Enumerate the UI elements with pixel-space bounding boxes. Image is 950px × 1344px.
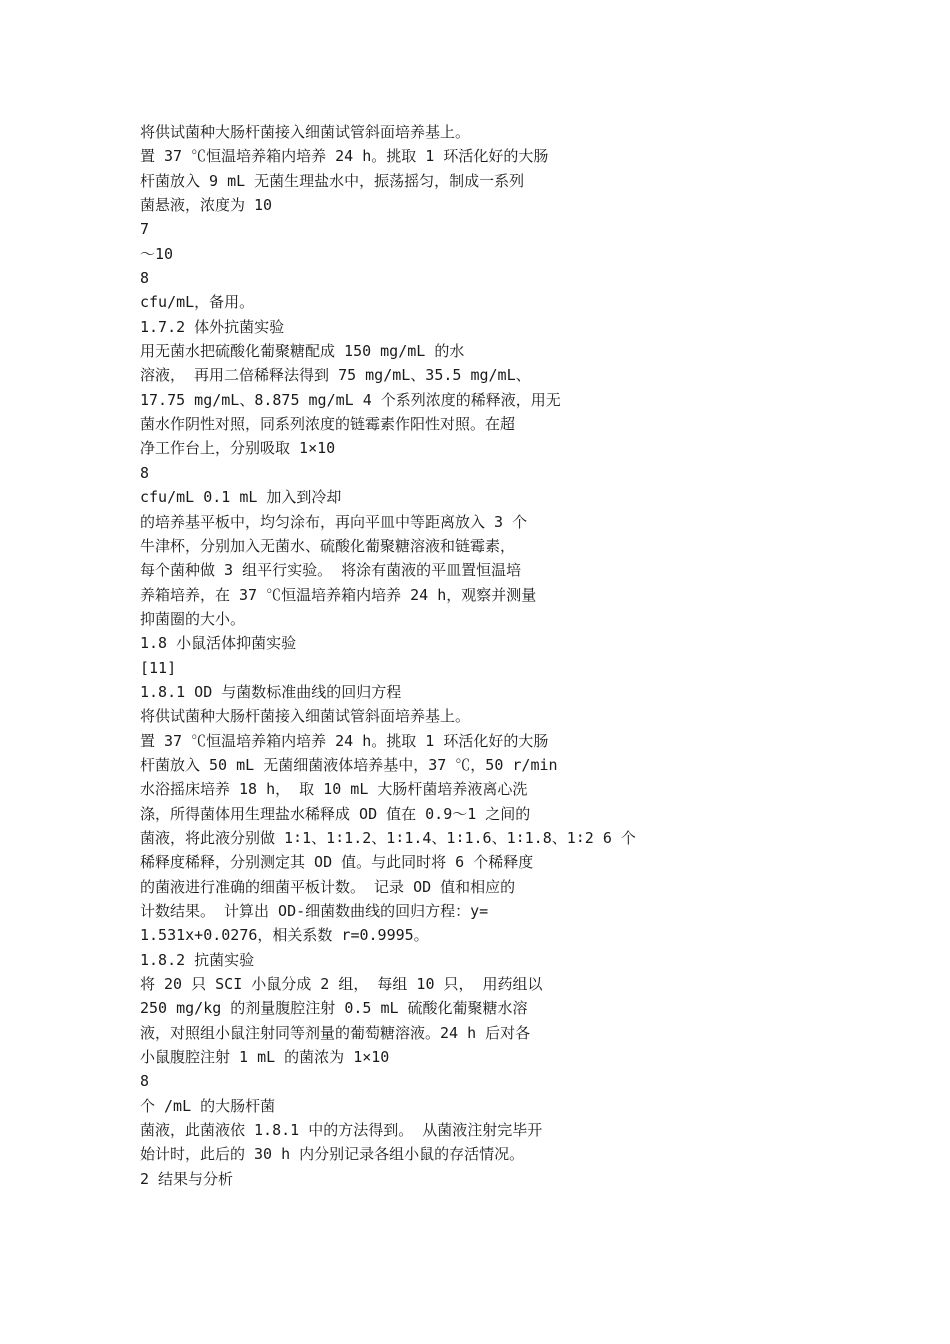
text-line: 水浴摇床培养 18 h， 取 10 mL 大肠杆菌培养液离心洗 — [140, 780, 528, 799]
text-line: 17.75 mg/mL、8.875 mg/mL 4 个系列浓度的稀释液，用无 — [140, 390, 561, 409]
superscript-exponent: 7 — [140, 220, 150, 239]
text-line: 用无菌水把硫酸化葡聚糖配成 150 mg/mL 的水 — [140, 342, 465, 361]
text-line: 菌水作阴性对照，同系列浓度的链霉素作阳性对照。在超 — [140, 415, 516, 434]
superscript-exponent: 8 — [140, 269, 150, 288]
text-line: 置 37 ℃恒温培养箱内培养 24 h。挑取 1 环活化好的大肠 — [140, 731, 549, 750]
text-line: 净工作台上，分别吸取 1×10 — [140, 439, 336, 458]
text-line: 养箱培养，在 37 ℃恒温培养箱内培养 24 h，观察并测量 — [140, 585, 537, 604]
text-line: 液，对照组小鼠注射同等剂量的葡萄糖溶液。24 h 后对各 — [140, 1023, 531, 1042]
text-line: 菌悬液，浓度为 10 — [140, 196, 273, 215]
text-line: 将 20 只 SCI 小鼠分成 2 组， 每组 10 只， 用药组以 — [140, 975, 543, 994]
text-line: 稀释度稀释，分别测定其 OD 值。与此同时将 6 个稀释度 — [140, 853, 534, 872]
superscript-exponent: 8 — [140, 463, 150, 482]
text-line: 将供试菌种大肠杆菌接入细菌试管斜面培养基上。 — [140, 707, 471, 726]
section-heading: 1.7.2 体外抗菌实验 — [140, 317, 285, 336]
document-body — [140, 120, 920, 1191]
citation-reference: [11] — [140, 658, 177, 677]
section-heading: 1.8.1 OD 与菌数标准曲线的回归方程 — [140, 682, 402, 701]
text-line: ～10 — [140, 244, 174, 263]
text-line: 1.531x+0.0276，相关系数 r=0.9995。 — [140, 926, 429, 945]
text-line: 置 37 ℃恒温培养箱内培养 24 h。挑取 1 环活化好的大肠 — [140, 147, 549, 166]
section-heading: 1.8 小鼠活体抑菌实验 — [140, 634, 297, 653]
text-line: 菌液，将此液分别做 1∶1、1∶1.2、1∶1.4、1∶1.6、1∶1.8、1∶2 6 个 — [140, 828, 636, 847]
text-line: 杆菌放入 9 mL 无菌生理盐水中，振荡摇匀，制成一系列 — [140, 171, 525, 190]
text-line: 涤，所得菌体用生理盐水稀释成 OD 值在 0.9～1 之间的 — [140, 804, 531, 823]
text-line: 小鼠腹腔注射 1 mL 的菌浓为 1×10 — [140, 1048, 390, 1067]
text-line: 每个菌种做 3 组平行实验。 将涂有菌液的平皿置恒温培 — [140, 561, 522, 580]
section-heading: 2 结果与分析 — [140, 1169, 234, 1188]
text-line: cfu/mL，备用。 — [140, 293, 255, 312]
text-line: 250 mg/kg 的剂量腹腔注射 0.5 mL 硫酸化葡聚糖水溶 — [140, 999, 528, 1018]
text-line: 杆菌放入 50 mL 无菌细菌液体培养基中，37 ℃，50 r/min — [140, 755, 558, 774]
text-line: cfu/mL 0.1 mL 加入到冷却 — [140, 488, 342, 507]
text-line: 将供试菌种大肠杆菌接入细菌试管斜面培养基上。 — [140, 123, 471, 141]
text-line: 始计时，此后的 30 h 内分别记录各组小鼠的存活情况。 — [140, 1145, 525, 1164]
text-line: 抑菌圈的大小。 — [140, 609, 246, 628]
superscript-exponent: 8 — [140, 1072, 150, 1091]
text-line: 溶液， 再用二倍稀释法得到 75 mg/mL、35.5 mg/mL、 — [140, 366, 531, 385]
text-line: 菌液，此菌液依 1.8.1 中的方法得到。 从菌液注射完毕开 — [140, 1121, 543, 1140]
section-heading: 1.8.2 抗菌实验 — [140, 950, 255, 969]
text-line: 的培养基平板中，均匀涂布，再向平皿中等距离放入 3 个 — [140, 512, 528, 531]
text-line: 个 /mL 的大肠杆菌 — [140, 1096, 276, 1115]
text-line: 计数结果。 计算出 OD-细菌数曲线的回归方程：y= — [140, 902, 489, 920]
text-line: 牛津杯，分别加入无菌水、硫酸化葡聚糖溶液和链霉素， — [140, 536, 516, 555]
text-line: 的菌液进行准确的细菌平板计数。 记录 OD 值和相应的 — [140, 877, 516, 896]
